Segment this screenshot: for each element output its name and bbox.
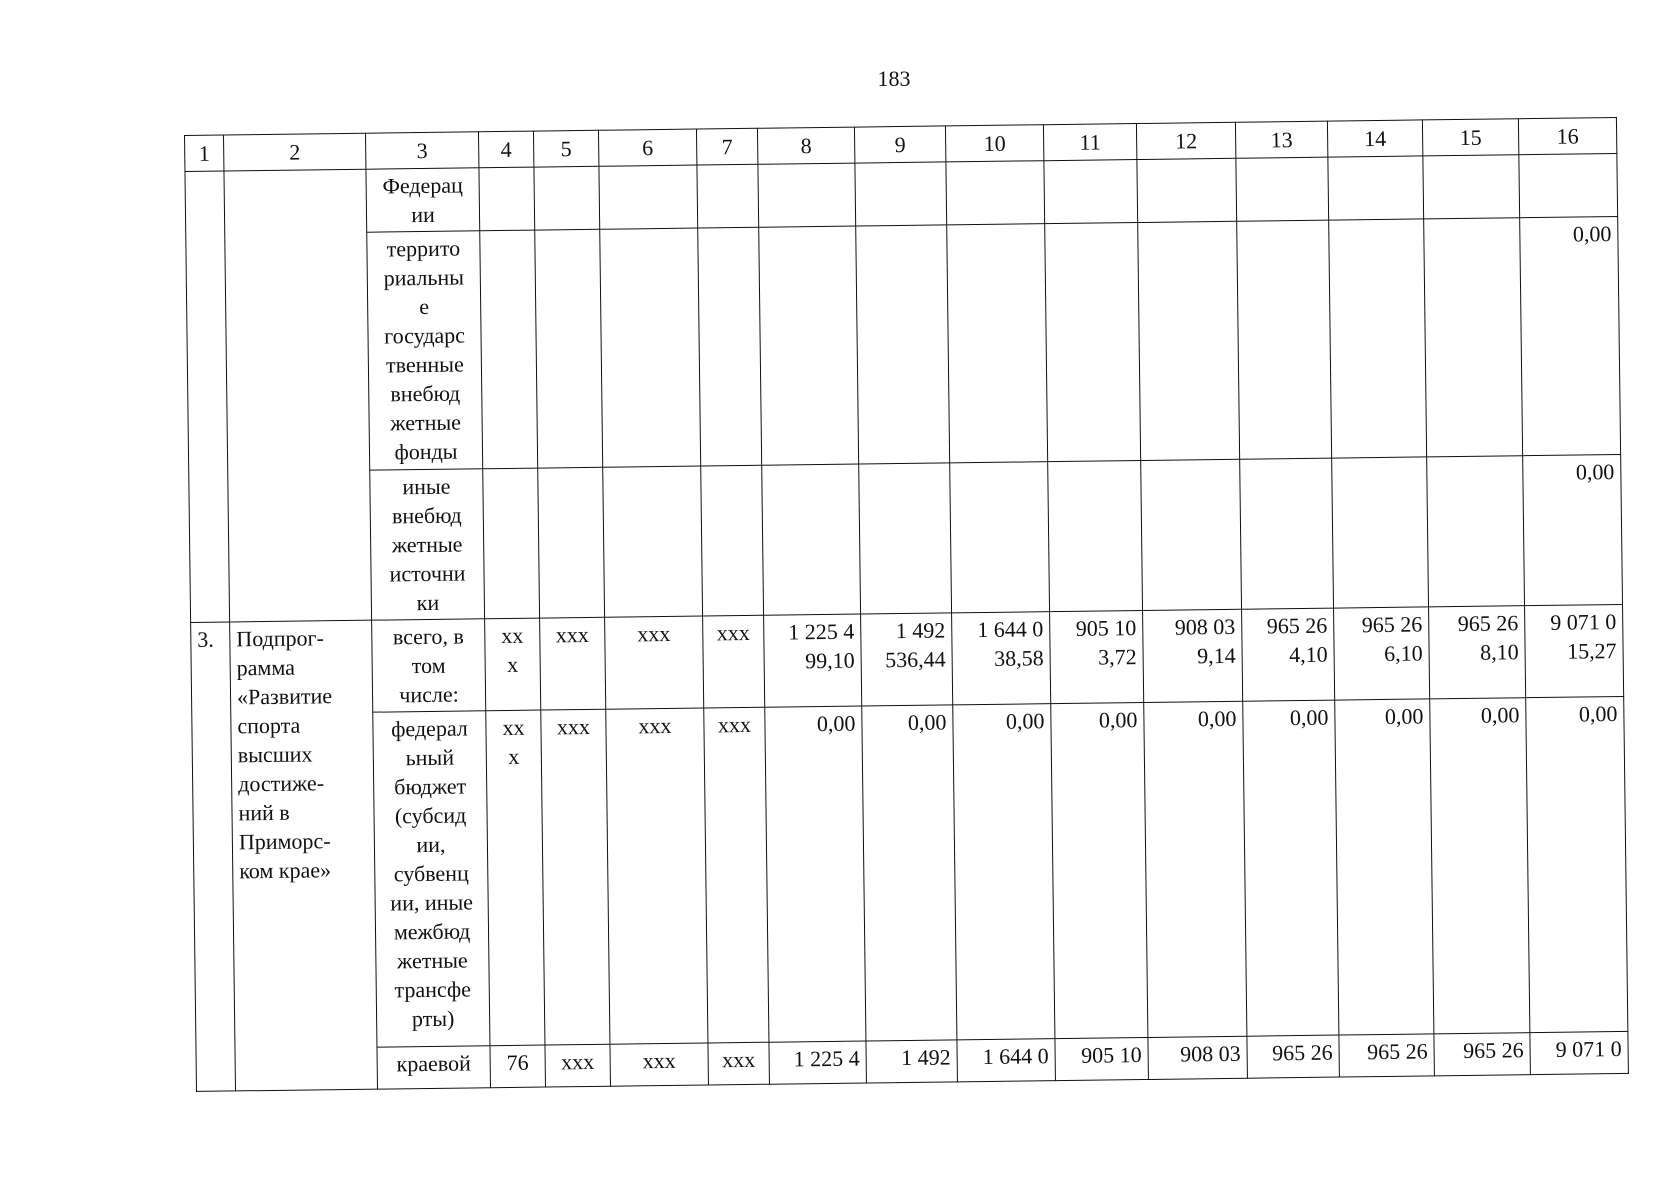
- amount-cell: 9 071 0 15,27: [1525, 604, 1624, 697]
- column-header: 15: [1422, 119, 1518, 156]
- cell-col7: ххх: [703, 615, 765, 708]
- column-header: 16: [1518, 117, 1616, 154]
- amount-cell: [1137, 158, 1237, 222]
- table-row: [189, 454, 1623, 622]
- amount-cell: [946, 161, 1045, 225]
- amount-cell: [1236, 157, 1329, 221]
- cell-col4: 76: [490, 1045, 546, 1088]
- amount-cell: 0,00: [1526, 696, 1628, 1032]
- amount-cell: 965 26: [1434, 1033, 1531, 1076]
- amount-cell: [1427, 456, 1525, 607]
- amount-cell: 1 492: [866, 1040, 958, 1083]
- amount-cell: [855, 162, 947, 226]
- cell-col4: хх х: [485, 618, 541, 711]
- amount-cell: 0,00: [765, 706, 866, 1042]
- cell-col4: [479, 167, 535, 231]
- amount-cell: 908 03 9,14: [1143, 609, 1243, 702]
- cell-col5: ххх: [540, 617, 606, 710]
- column-header: 8: [757, 127, 854, 164]
- cell-col6: ххх: [606, 708, 708, 1044]
- column-header: 12: [1136, 122, 1235, 159]
- cell-col5: [535, 229, 603, 468]
- column-header: 4: [478, 131, 533, 168]
- amount-cell: [1141, 459, 1242, 610]
- amount-cell: 9 071 0: [1530, 1031, 1629, 1074]
- amount-cell: 1 492 536,44: [861, 613, 953, 706]
- amount-cell: 0,00: [1335, 699, 1434, 1035]
- amount-cell: [1044, 160, 1138, 224]
- amount-cell: 965 26 6,10: [1334, 607, 1430, 700]
- cell-col7: [697, 164, 759, 228]
- amount-cell: 965 26 8,10: [1429, 606, 1526, 699]
- amount-cell: 965 26 4,10: [1242, 608, 1335, 701]
- amount-cell: [1045, 223, 1141, 462]
- cell-col7: [698, 227, 762, 466]
- funding-source: всего, в том числе:: [372, 619, 486, 712]
- amount-cell: 1 644 0: [957, 1039, 1056, 1082]
- amount-cell: [1332, 457, 1429, 608]
- cell-col7: ххх: [708, 1042, 770, 1085]
- row-number-cell: [185, 171, 230, 622]
- amount-cell: 905 10 3,72: [1050, 610, 1144, 703]
- cell-col4: [483, 468, 540, 619]
- amount-cell: 0,00: [1520, 216, 1621, 455]
- funding-source: краевой: [377, 1046, 491, 1089]
- funding-source: Федерац ии: [366, 168, 480, 232]
- funding-source: иные внебюд жетные источни ки: [370, 469, 485, 620]
- page-number: 183: [877, 66, 911, 91]
- amount-cell: [1329, 219, 1427, 458]
- funding-source: федерал ьный бюджет (субсид ии, субвенц ии, иные межбюд жетные трансфе рты): [373, 711, 490, 1047]
- amount-cell: [758, 163, 856, 227]
- table-row: [192, 696, 1628, 1049]
- cell-col6: [603, 466, 703, 617]
- amount-cell: [947, 224, 1048, 463]
- row-title-cell: [224, 169, 372, 622]
- column-header: 13: [1235, 121, 1327, 158]
- budget-table: [184, 117, 1629, 1092]
- amount-cell: [1048, 461, 1143, 612]
- column-header: 3: [365, 132, 478, 169]
- amount-cell: 1 225 4: [769, 1041, 867, 1084]
- amount-cell: [950, 462, 1050, 613]
- cell-col6: ххх: [605, 616, 704, 709]
- amount-cell: [762, 464, 861, 615]
- amount-cell: [1328, 156, 1424, 220]
- column-header: 1: [185, 135, 224, 171]
- cell-col5: [538, 467, 605, 618]
- amount-cell: 965 26: [1339, 1034, 1435, 1077]
- cell-col7: ххх: [704, 707, 769, 1043]
- amount-cell: 1 225 4 99,10: [764, 614, 862, 707]
- column-header: 7: [696, 128, 757, 165]
- amount-cell: [1138, 221, 1240, 460]
- amount-cell: 0,00: [1051, 702, 1148, 1038]
- cell-col6: [600, 228, 701, 467]
- amount-cell: 965 26: [1247, 1035, 1340, 1078]
- cell-col6: ххх: [610, 1043, 709, 1086]
- table-row: [186, 216, 1621, 472]
- amount-cell: [1237, 220, 1332, 459]
- column-header: 2: [224, 133, 366, 171]
- cell-col5: ххх: [541, 709, 610, 1045]
- column-header: 9: [854, 126, 945, 163]
- cell-col4: [480, 230, 538, 469]
- amount-cell: 908 03: [1148, 1036, 1248, 1079]
- cell-col6: [599, 165, 698, 229]
- amount-cell: [1519, 153, 1618, 217]
- amount-cell: [759, 226, 859, 465]
- cell-col5: [534, 166, 600, 230]
- column-header: 6: [598, 129, 696, 166]
- amount-cell: 905 10: [1055, 1037, 1149, 1080]
- column-header: 10: [945, 125, 1043, 162]
- column-header: 14: [1327, 120, 1422, 157]
- amount-cell: [1240, 458, 1334, 609]
- section-number: 3.: [191, 622, 236, 1091]
- amount-cell: 1 644 0 38,58: [952, 612, 1051, 705]
- table-row: [191, 604, 1624, 714]
- funding-source: террито риальны е государс твенные внебюд жетные фонды: [367, 231, 483, 470]
- amount-cell: 0,00: [862, 705, 957, 1041]
- amount-cell: [859, 463, 952, 614]
- cell-col7: [701, 465, 764, 616]
- column-header: 5: [533, 130, 598, 167]
- amount-cell: 0,00: [1430, 698, 1530, 1034]
- amount-cell: [1424, 218, 1523, 457]
- amount-cell: 0,00: [953, 704, 1055, 1040]
- amount-cell: 0,00: [1144, 701, 1247, 1037]
- section-title: Подпрог- рамма «Развитие спорта высших достиже- ний в Приморс- ком крае»: [230, 620, 378, 1091]
- cell-col5: ххх: [545, 1044, 611, 1087]
- amount-cell: [856, 225, 950, 464]
- amount-cell: 0,00: [1243, 700, 1339, 1036]
- column-header: 11: [1043, 124, 1136, 161]
- cell-col4: хх х: [486, 710, 545, 1046]
- amount-cell: [1423, 155, 1520, 219]
- amount-cell: 0,00: [1523, 454, 1623, 605]
